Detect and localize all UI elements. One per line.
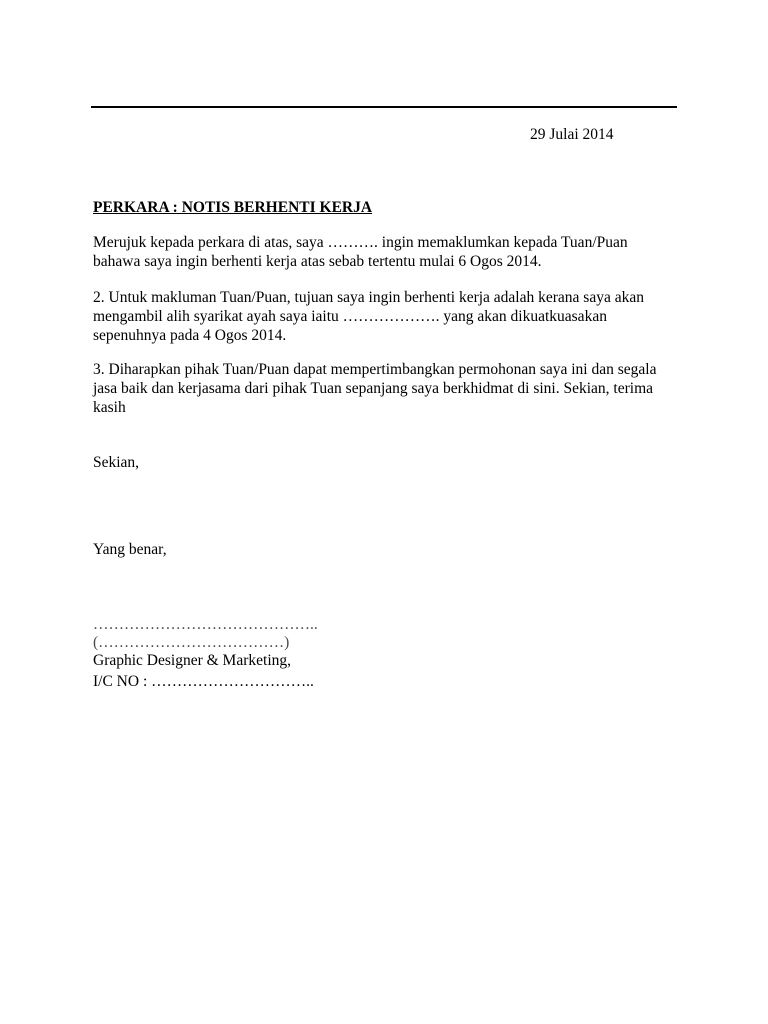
letter-subject: PERKARA : NOTIS BERHENTI KERJA xyxy=(93,199,373,216)
paragraph-line: kasih xyxy=(93,399,126,416)
paragraph-line: sepenuhnya pada 4 Ogos 2014. xyxy=(93,327,287,344)
job-title: Graphic Designer & Marketing, xyxy=(93,652,291,669)
paragraph-2 xyxy=(93,288,644,345)
ic-number-line: I/C NO : ………………………….. xyxy=(93,673,314,690)
sign-off: Yang benar, xyxy=(93,541,167,558)
paragraph-3 xyxy=(93,360,656,417)
paragraph-1 xyxy=(93,233,628,271)
closing-text: Sekian, xyxy=(93,454,140,471)
name-placeholder: (………………………………) xyxy=(93,634,290,651)
paragraph-line: mengambil alih syarikat ayah saya iaitu ………………. yang akan dikuatkuasakan xyxy=(93,308,607,325)
paragraph-line: bahawa saya ingin berhenti kerja atas sebab tertentu mulai 6 Ogos 2014. xyxy=(93,253,542,270)
paragraph-line: jasa baik dan kerjasama dari pihak Tuan sepanjang saya berkhidmat di sini. Sekian, terima xyxy=(93,380,654,397)
paragraph-line: 3. Diharapkan pihak Tuan/Puan dapat mempertimbangkan permohonan saya ini dan segala xyxy=(93,361,657,378)
header-rule xyxy=(91,106,677,108)
paragraph-line: 2. Untuk makluman Tuan/Puan, tujuan saya ingin berhenti kerja adalah kerana saya akan xyxy=(93,289,644,306)
signature-dotted-line: …………………………………….. xyxy=(93,616,318,633)
paragraph-line: Merujuk kepada perkara di atas, saya ………. ingin memaklumkan kepada Tuan/Puan xyxy=(93,234,628,251)
letter-date: 29 Julai 2014 xyxy=(530,126,614,143)
